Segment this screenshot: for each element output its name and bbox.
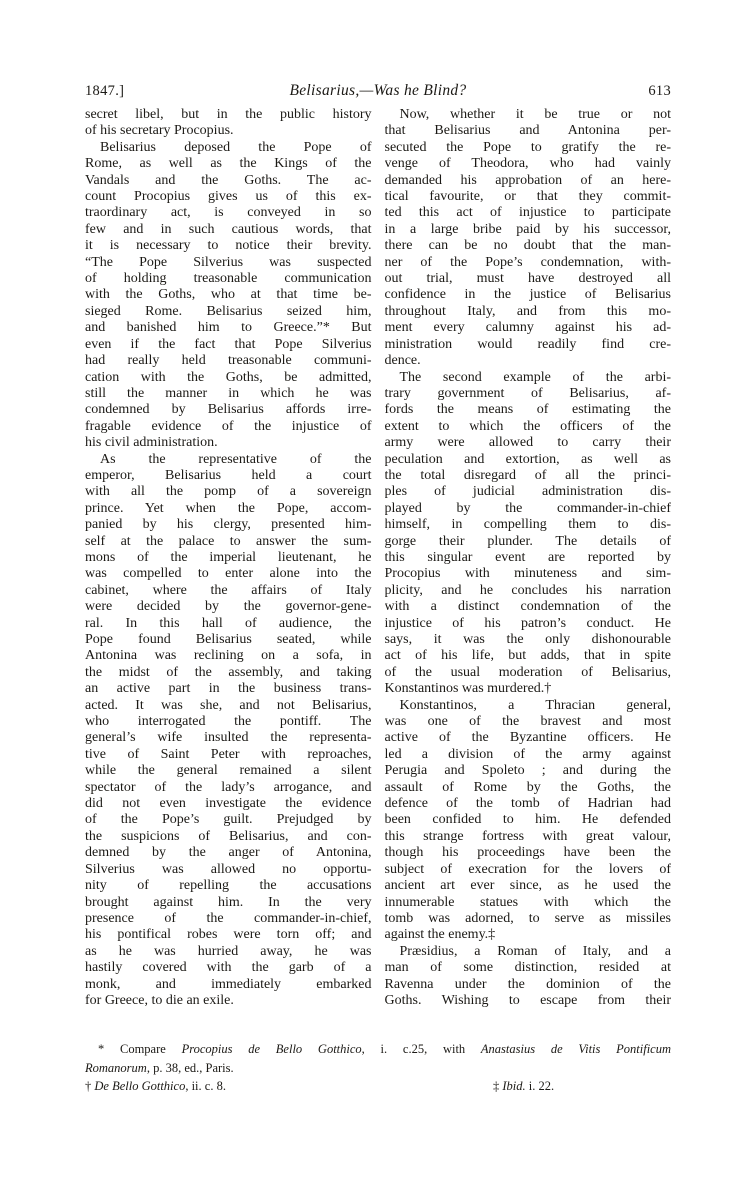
text-line: his pontifical robes were torn off; and (85, 927, 372, 943)
text-line: gorge their plunder. The details of (384, 533, 671, 549)
left-column (85, 107, 372, 1009)
text-line: presence of the commander-in-chief, (85, 910, 372, 926)
text-line: ministration would readily find cre- (384, 336, 671, 352)
text-line: army were allowed to carry their (384, 435, 671, 451)
text-line: active of the Byzantine officers. He (384, 730, 671, 746)
footnotes (85, 1040, 671, 1096)
running-header (85, 82, 671, 100)
plain-text: i. 22. (525, 1079, 555, 1093)
text-line: Antonina was reclining on a sofa, in (85, 648, 372, 664)
text-line: ner of the Pope’s condemnation, with- (384, 254, 671, 270)
text-line: trary government of Belisarius, af- (384, 385, 671, 401)
text-line: ancient art ever since, as he used the (384, 878, 671, 894)
paragraph (385, 944, 672, 1010)
paragraph (385, 370, 672, 698)
text-line: innumerable statues with which the (384, 894, 671, 910)
text-line: Now, whether it be true or not (399, 107, 671, 122)
footnote-3 (493, 1077, 554, 1096)
header-article-title: Belisarius,—Was he Blind? (289, 82, 467, 99)
text-line: throughout Italy, and from this mo- (384, 303, 671, 319)
text-line: subject of execration for the lovers of (384, 861, 671, 877)
italic-text: Anastasius de Vitis Pontificum (480, 1042, 671, 1056)
text-line: that Belisarius and Antonina per- (384, 123, 671, 139)
text-line: ral. In this hall of audience, the (85, 615, 372, 631)
text-line: as he was hurried away, he was (85, 943, 372, 959)
paragraph (385, 698, 672, 944)
text-line: with a distinct condemnation of the (384, 599, 671, 615)
text-line: did not even investigate the evidence (85, 796, 372, 812)
plain-text: † (85, 1079, 95, 1093)
text-line: still the manner in which he was (85, 385, 372, 401)
text-line: fords the means of estimating the (384, 402, 671, 418)
text-line: act of his life, but adds, that in spite (384, 648, 671, 664)
text-line: Konstantinos, a Thracian general, (399, 697, 671, 713)
text-line: of holding treasonable communication (85, 271, 372, 287)
plain-text: , p. 38, ed., Paris. (146, 1060, 234, 1075)
footnote-1-line-2 (85, 1059, 671, 1078)
header-year-label: 1847.] (85, 83, 125, 99)
paragraph (85, 452, 372, 1010)
text-line: the total disregard of all the princi- (384, 467, 671, 483)
plain-text: * Compare (98, 1042, 182, 1056)
text-line: this strange fortress with great valour, (384, 828, 671, 844)
text-line: with the Goths, who at that time be- (85, 287, 372, 303)
text-line: was one of the bravest and most (384, 714, 671, 730)
italic-text: Ibid. (502, 1079, 526, 1093)
paragraph (85, 107, 372, 140)
text-line: Præsidius, a Roman of Italy, and a (399, 943, 671, 959)
text-line: extent to which the officers of the (384, 418, 671, 434)
text-line: of the usual moderation of Belisarius, (384, 664, 671, 680)
text-line: Ravenna under the dominion of the (384, 976, 671, 992)
text-line: confidence in the justice of Belisarius (384, 287, 671, 303)
text-line: panied by his clergy, presented him- (85, 517, 372, 533)
text-line: an active part in the business trans- (85, 681, 372, 697)
text-line: out trial, must have destroyed all (384, 271, 671, 287)
text-line: ted this act of injustice to participate (384, 205, 671, 221)
text-line: dence. (384, 353, 421, 369)
text-line: spectator of the lady’s arrogance, and (85, 779, 372, 795)
page-content (85, 82, 671, 1009)
text-line: this singular event are reported by (384, 549, 671, 565)
text-line: Procopius with minuteness and sim- (384, 566, 671, 582)
footnote-row (85, 1077, 671, 1096)
plain-text: , ii. c. 8. (185, 1079, 226, 1093)
text-line: condemned by Belisarius affords irre- (85, 402, 372, 418)
text-line: even if the fact that Pope Silverius (85, 336, 372, 352)
text-line: cation with the Goths, be admitted, (85, 369, 372, 385)
text-line: Perugia and Spoleto ; and during the (384, 763, 671, 779)
text-line: injustice of his patron’s conduct. He (384, 615, 671, 631)
text-line: “The Pope Silverius was suspected (85, 254, 372, 270)
text-line: his civil administration. (85, 435, 218, 451)
text-line: it is necessary to notice their brevity. (85, 238, 372, 254)
text-line: tical favourite, or that they commit- (384, 189, 671, 205)
text-line: Belisarius deposed the Pope of (100, 139, 372, 155)
text-line: prince. Yet when the Pope, accom- (85, 500, 372, 516)
text-line: secuted the Pope to gratify the re- (384, 139, 671, 155)
paragraph (385, 107, 672, 370)
text-line: tomb was adorned, to serve as missiles (384, 910, 671, 926)
text-line: demned by the anger of Antonina, (85, 845, 372, 861)
paragraph (85, 140, 372, 452)
text-line: Rome, as well as the Kings of the (85, 156, 372, 172)
text-line: Pope found Belisarius seated, while (85, 632, 372, 647)
italic-text: Procopius de Bello Gotthico (181, 1042, 362, 1056)
text-line: with all the pomp of a sovereign (85, 484, 372, 500)
text-line: the suspicions of Belisarius, and con- (85, 828, 372, 844)
text-line: plicity, and he concludes his narration (384, 582, 671, 598)
text-line: monk, and immediately embarked (85, 976, 372, 992)
text-line: hastily covered with the garb of a (85, 960, 372, 976)
text-line: few and in such cautious words, that (85, 221, 372, 237)
two-column-body (85, 107, 671, 1009)
text-line: the midst of the assembly, and taking (85, 664, 372, 680)
text-line: ples of judicial administration dis- (384, 484, 671, 500)
text-line: secret libel, but in the public history (85, 107, 372, 122)
text-line: there can be no doubt that the man- (384, 238, 671, 254)
footnote-2 (85, 1079, 226, 1093)
italic-text: De Bello Gotthico (94, 1079, 186, 1093)
text-line: of his secretary Procopius. (85, 123, 234, 139)
text-line: Goths. Wishing to escape from their (384, 992, 671, 1008)
text-line: emperor, Belisarius held a court (85, 467, 372, 483)
text-line: were decided by the governor-gene- (85, 599, 372, 615)
text-line: though his proceedings have been the (384, 845, 671, 861)
text-line: Vandals and the Goths. The ac- (85, 172, 372, 188)
text-line: for Greece, to die an exile. (85, 992, 234, 1008)
text-line: who interrogated the pontiff. The (85, 714, 372, 730)
text-line: been confided to him. He defended (384, 812, 671, 828)
text-line: himself, in compelling them to dis- (384, 517, 671, 533)
right-column (385, 107, 672, 1009)
text-line: assault of Rome by the Goths, the (384, 779, 671, 795)
header-page-number: 613 (648, 83, 671, 99)
text-line: self at the palace to answer the sum- (85, 533, 372, 549)
text-line: man of some distinction, resided at (384, 960, 671, 976)
text-line: while the general remained a silent (85, 763, 372, 779)
plain-text: , i. c.25, with (361, 1042, 481, 1056)
text-line: in a large bribe paid by his successor, (384, 221, 671, 237)
text-line: traordinary act, is conveyed in so (85, 205, 372, 221)
text-line: had really held treasonable communi- (85, 353, 372, 369)
text-line: played by the commander-in-chief (384, 500, 671, 516)
text-line: acted. It was she, and not Belisarius, (85, 697, 372, 713)
text-line: venge of Theodora, who had vainly (384, 156, 671, 172)
text-line: of the Pope’s guilt. Prejudged by (85, 812, 372, 828)
text-line: against the enemy.‡ (384, 927, 496, 943)
italic-text: Romanorum (85, 1060, 147, 1075)
text-line: count Procopius gives us of this ex- (85, 189, 372, 205)
text-line: led a division of the army against (384, 746, 671, 762)
text-line: general’s wife insulted the representa- (85, 730, 372, 746)
footnote-1-line-1 (85, 1040, 671, 1059)
text-line: ment every calumny against his ad- (384, 320, 671, 336)
text-line: and banished him to Greece.”* But (85, 320, 372, 336)
text-line: was compelled to enter alone into the (85, 566, 372, 582)
text-line: Silverius was allowed no opportu- (85, 861, 372, 877)
text-line: mons of the imperial lieutenant, he (85, 549, 372, 565)
text-line: The second example of the arbi- (399, 369, 671, 385)
text-line: tive of Saint Peter with reproaches, (85, 746, 372, 762)
text-line: Konstantinos was murdered.† (384, 681, 552, 697)
text-line: As the representative of the (100, 451, 372, 467)
text-line: demanded his approbation of an here- (384, 172, 671, 188)
text-line: fragable evidence of the injustice of (85, 418, 372, 434)
text-line: says, it was the only dishonourable (384, 632, 671, 647)
text-line: defence of the tomb of Hadrian had (384, 796, 671, 812)
plain-text: ‡ (493, 1079, 503, 1093)
text-line: nity of repelling the accusations (85, 878, 372, 894)
text-line: brought against him. In the very (85, 894, 372, 910)
text-line: cabinet, where the affairs of Italy (85, 582, 372, 598)
text-line: peculation and extortion, as well as (384, 451, 671, 467)
text-line: sieged Rome. Belisarius seized him, (85, 303, 372, 319)
